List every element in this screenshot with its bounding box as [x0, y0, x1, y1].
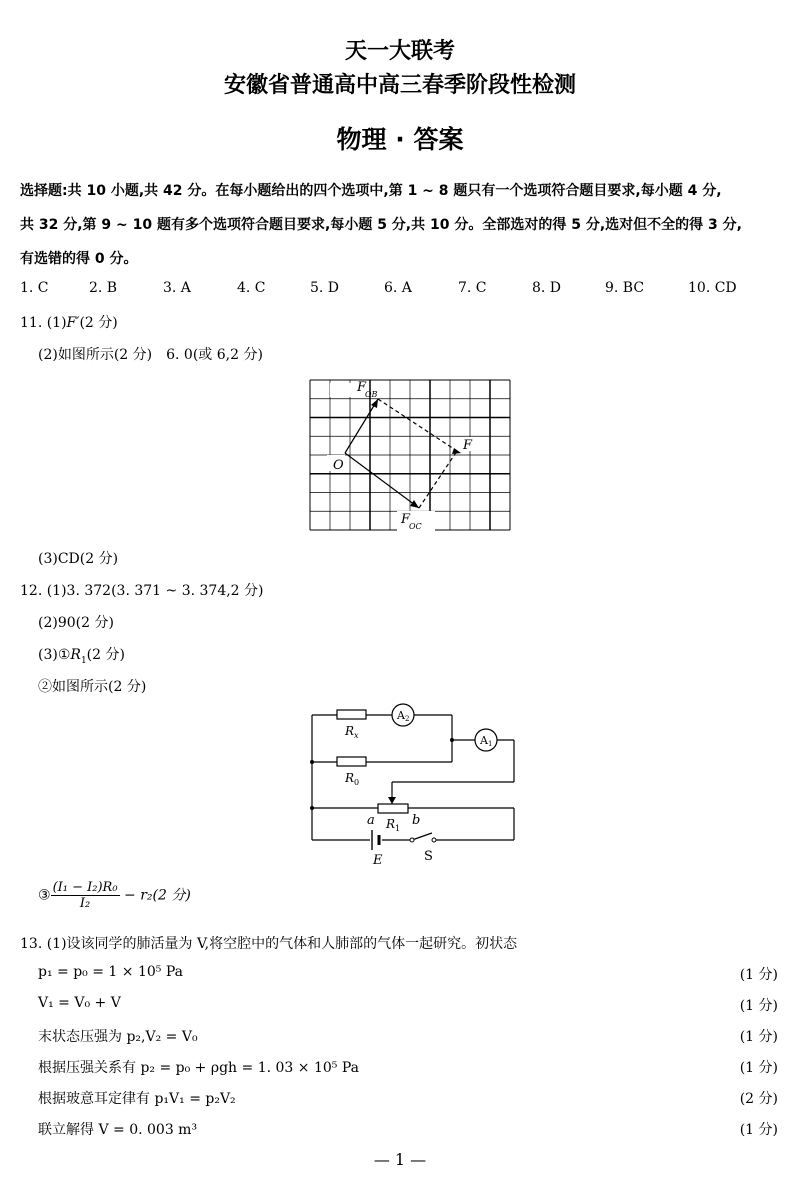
q12-part2: (2)90(2 分)	[38, 615, 114, 631]
answer-5: 5. D	[310, 280, 340, 296]
q13-step-4: 根据压强关系有 p₂ = p₀ + ρgh = 1. 03 × 10⁵ Pa	[38, 1060, 359, 1076]
q12-part4: ②如图所示(2 分)	[38, 679, 147, 695]
q13-step-3: 末状态压强为 p₂,V₂ = V₀	[38, 1029, 198, 1045]
force-oc-label: F	[401, 512, 411, 527]
intro-line-1: 选择题:共 10 小题,共 42 分。在每小题给出的四个选项中,第 1 ~ 8 题只有一个选项符合题目要求,每小题 4 分,	[20, 183, 722, 199]
answer-3: 3. A	[163, 280, 191, 296]
q13-points-5: (2 分)	[739, 1091, 778, 1107]
q12-part5: ③ $\frac{\text{(I₁ − I₂)R₀}}{\text{I₂}}$ − r₂(2 分)	[38, 880, 191, 911]
q12-part3: $(3)①R_1(2$ 分)	[38, 647, 125, 666]
q13-step-6: 联立解得 V = 0. 003 m³	[38, 1122, 198, 1138]
switch-s-label: S	[424, 849, 433, 864]
ammeter-a2-label: A2	[397, 709, 410, 723]
answer-9: 9. BC	[605, 280, 645, 296]
origin-label: O	[333, 458, 344, 473]
rx-label: $R_x$	[345, 724, 359, 740]
answer-2: 2. B	[89, 280, 118, 296]
fraction: $\frac{\text{(I₁ − I₂)R₀}}{\text{I₂}}$	[52, 880, 118, 911]
q13-step-2: V₁ = V₀ + V	[38, 995, 121, 1011]
answer-10: 10. CD	[688, 280, 737, 296]
resultant-force-label: F	[463, 438, 473, 453]
q13-points-1: (1 分)	[739, 967, 778, 983]
q13-step-1: p₁ = p₀ = 1 × 10⁵ Pa	[38, 964, 183, 980]
exam-title: 安徽省普通高中高三春季阶段性检测	[223, 73, 576, 98]
q13-points-4: (1 分)	[739, 1060, 778, 1076]
ammeter-a1-label: A1	[480, 734, 493, 748]
terminal-a-label: a	[367, 813, 375, 828]
answer-7: 7. C	[458, 280, 487, 296]
battery-e-label: E	[373, 853, 383, 868]
r0-label: $R_0$	[345, 771, 360, 787]
q13-intro: 13. (1)设该同学的肺活量为 V,将空腔中的气体和人肺部的气体一起研究。初状态	[20, 936, 518, 952]
q11-part3: (3)CD(2 分)	[38, 551, 119, 567]
force-ob-subscript: OB	[365, 390, 378, 399]
exam-organizer: 天一大联考	[344, 39, 455, 64]
q13-points-3: (1 分)	[739, 1029, 778, 1045]
circuit-diagram	[300, 700, 525, 870]
answer-6: 6. A	[384, 280, 412, 296]
answer-1: 1. C	[20, 280, 49, 296]
intro-line-3: 有选错的得 0 分。	[20, 251, 138, 267]
answer-8: 8. D	[532, 280, 562, 296]
r1-label: $R_1$	[386, 817, 401, 833]
q11-part1: 11. (1)F′(2 分)	[20, 315, 118, 331]
intro-line-2: 共 32 分,第 9 ~ 10 题有多个选项符合题目要求,每小题 5 分,共 10 分。全部选对的得 5 分,选对但不全的得 3 分,	[20, 217, 742, 233]
terminal-b-label: b	[412, 813, 421, 828]
subject-title: 物理 · 答案	[336, 125, 464, 154]
page-number: — 1 —	[373, 1150, 427, 1169]
q13-points-6: (1 分)	[739, 1122, 778, 1138]
q13-points-2: (1 分)	[739, 998, 778, 1014]
q11-part2: (2)如图所示(2 分) 6. 0(或 6,2 分)	[38, 347, 263, 363]
q13-step-5: 根据玻意耳定律有 p₁V₁ = p₂V₂	[38, 1091, 236, 1107]
force-diagram	[305, 375, 515, 535]
force-oc-subscript: OC	[409, 522, 422, 531]
force-ob-label: F	[357, 380, 367, 395]
q12-part1: 12. (1)3. 372(3. 371 ~ 3. 374,2 分)	[20, 583, 264, 599]
answer-4: 4. C	[237, 280, 266, 296]
